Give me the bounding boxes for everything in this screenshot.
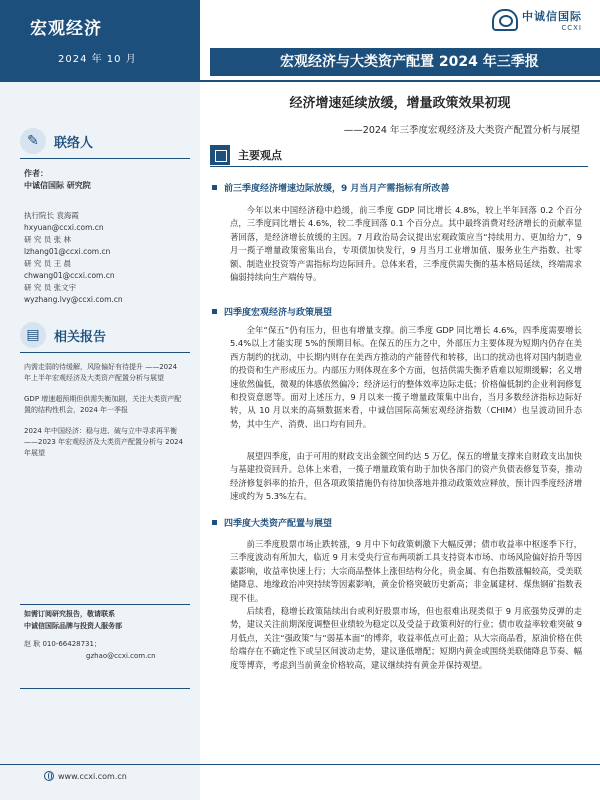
key-points-icon xyxy=(210,145,230,165)
contact-email-link[interactable]: hxyuan@ccxi.com.cn xyxy=(24,223,104,232)
key-points-heading xyxy=(210,145,282,165)
key-points-divider xyxy=(210,166,588,167)
subscription-line: 如需订阅研究报告，敬请联系 xyxy=(24,610,115,618)
contact-box-bottom-divider xyxy=(20,688,190,689)
section-paragraph: 全年“保五”仍有压力，但也有增量支撑。前三季度 GDP 同比增长 4.6%，四季度需要增长 5.4%以上才能实现 5%的预期目标。在保五的压力之中，外部压力主要体现为短期内仍存在美西方制约的扰动，中长期内则存在美西方推动的产能替代和转移，出口的扰动也将对国内制造业的投资和生产形成压力。内部压力则体现在多个方面，包括供需失衡矛盾难以短期缓解；名义增速依然偏低，微观的体感依然偏冷；经济运行的整体效率边际走低；价格偏低制约企业利润修复和投资意愿等。面对上述压力，9 月以来一揽子增量政策集中出台，当月多数经济指标边际好转，从 10 月以来的高频数据来看，中诚信国际高频宏观经济指数（CHIM）也呈波动回升态势，其中生产、消费、出口均有回升。 xyxy=(230,325,582,429)
section-paragraph: 后续看，稳增长政策陆续出台或利好股票市场，但也很难出现类似于 9 月底强势反弹的走势，建议关注前期深度调整但业绩较为稳定以及受益于政策利好的行业；债市收益率较难突破 9 月低点，关注“强政策”与“弱基本面”的博弈，收益率低点可止盈；从大宗商品看，原油价格在供给端存在不确定性下或呈区间波动走势，建议逢低增配；短期内黄金或围绕美联储降息节奏、幅度等博弈，考虑到当前黄金价格较高，建议继续持有黄金并保持观望。 xyxy=(230,606,582,670)
section-heading-text: 前三季度经济增速边际放缓，9 月当月产需指标有所改善 xyxy=(224,184,450,194)
bullet-square-icon xyxy=(212,185,217,190)
related-report-link[interactable]: 2024 年中国经济：稳与进、破与立中寻求再平衡——2023 年宏观经济及大类资产配置分析与 2024 年展望 xyxy=(24,427,184,457)
main-subtitle: ——2024 年三季度宏观经济及大类资产配置分析与展望 xyxy=(343,125,580,136)
section-heading xyxy=(212,305,332,318)
subscription-contact-box xyxy=(24,608,156,662)
contact-list xyxy=(24,210,123,306)
related-heading xyxy=(20,322,106,348)
company-logo xyxy=(492,8,582,32)
contact-name: 研 究 员 张 林 xyxy=(24,235,72,244)
section-paragraph: 今年以来中国经济稳中趋缓，前三季度 GDP 同比增长 4.8%，较上半年回落 0.2 个百分点，三季度同比增长 4.6%，较二季度回落 0.1 个百分点。其中最终消费对经济增长的贡献率显著回落，是经济增长放缓的主因。7 月政治局会议提出宏观政策应当“持续用力、更加给力”，9 月一揽子增量政策密集出台，专项债加快发行，9 月当月工业增加值、服务业生产指数、社零额、制造业投资等产需指标均边际回升。总体来看，三季度供需失衡的基本格局延续，终端需求偏弱持续向生产端传导。 xyxy=(230,205,582,283)
header-date: 2024 年 10 月 xyxy=(58,54,137,65)
contact-person-icon: ✎ xyxy=(20,128,46,154)
logo-en: CCXI xyxy=(561,24,582,32)
section-heading-text: 四季度大类资产配置与展望 xyxy=(224,519,333,529)
subscription-dept: 中诚信国际品牌与投资人服务部 xyxy=(24,622,122,630)
bullet-square-icon xyxy=(212,520,217,525)
authors-label: 作者： xyxy=(24,169,48,178)
related-report-link[interactable]: GDP 增速超预期但供需失衡加剧，关注大类资产配置的结构性机会，2024 年一季报 xyxy=(24,395,182,414)
book-icon: ▤ xyxy=(20,322,46,348)
logo-cn: 中诚信国际 xyxy=(522,10,582,23)
contact-name: 研 究 员 王 晨 xyxy=(24,259,72,268)
main-title: 经济增速延续放缓，增量政策效果初现 xyxy=(289,96,511,111)
contact-name: 研 究 员 张文宇 xyxy=(24,283,77,292)
globe-icon xyxy=(44,771,54,781)
header-category-panel xyxy=(0,0,200,80)
section-heading xyxy=(212,181,449,194)
bullet-square-icon xyxy=(212,309,217,314)
section-paragraph: 展望四季度，由于可用的财政支出金额空间约达 5 万亿，保五的增量支撑来自财政支出加快与基建投资回升。总体上来看，一揽子增量政策有助于加快各部门的资产负债表修复节奏，推动经济修复斜率的抬升，但各项政策措施仍有待加快落地并推动政策效应释放，预计四季度经济增速或约为 5.3%左右。 xyxy=(230,451,582,502)
key-points-heading-text: 主要观点 xyxy=(238,149,282,162)
website-link[interactable]: www.ccxi.com.cn xyxy=(58,771,127,781)
section-heading-text: 四季度宏观经济与政策展望 xyxy=(224,308,333,318)
elephant-logo-icon xyxy=(492,9,518,31)
subscription-email-link[interactable]: gzhao@ccxi.com.cn xyxy=(86,652,156,660)
contact-name: 执行院长 袁海霞 xyxy=(24,211,79,220)
subscription-phone: 赵 耿 010-66428731； xyxy=(24,640,101,648)
contacts-heading-text: 联络人 xyxy=(54,135,94,151)
contact-email-link[interactable]: wyzhang.lvy@ccxi.com.cn xyxy=(24,295,123,304)
related-heading-text: 相关报告 xyxy=(54,329,107,345)
section-paragraph: 前三季度股票市场止跌转涨，9 月中下旬政策刺激下大幅反弹；债市收益率中枢逐季下行，三季度波动有所加大，临近 9 月末受央行宣布两项新工具支持资本市场、市场风险偏好抬升等因素影响，收益率快速上行；大宗商品整体上涨但结构分化，贵金属、有色指数涨幅较高，受美联储降息、地缘政治冲突持续等因素影响，黄金价格突破历史新高；非金属建材、煤焦钢矿指数表现不佳。 xyxy=(230,539,582,603)
related-reports xyxy=(24,362,184,469)
contacts-divider xyxy=(20,158,190,159)
footer-website[interactable] xyxy=(44,771,127,781)
authors xyxy=(24,168,91,192)
contact-email-link[interactable]: chwang01@ccxi.com.cn xyxy=(24,271,115,280)
related-report-link[interactable]: 内需走弱的待缓解，风险偏好有待提升 ——2024 年上半年宏观经济及大类资产配置分析与展望 xyxy=(24,363,178,382)
report-title: 宏观经济与大类资产配置 2024 年三季报 xyxy=(210,48,600,76)
contacts-heading xyxy=(20,128,93,154)
footer-divider xyxy=(0,764,600,765)
related-divider xyxy=(20,352,190,353)
contact-box-top-divider xyxy=(20,604,190,605)
header-category: 宏观经济 xyxy=(30,19,102,39)
authors-org: 中诚信国际 研究院 xyxy=(24,181,91,190)
contact-email-link[interactable]: lzhang01@ccxi.com.cn xyxy=(24,247,111,256)
section-heading xyxy=(212,516,332,529)
